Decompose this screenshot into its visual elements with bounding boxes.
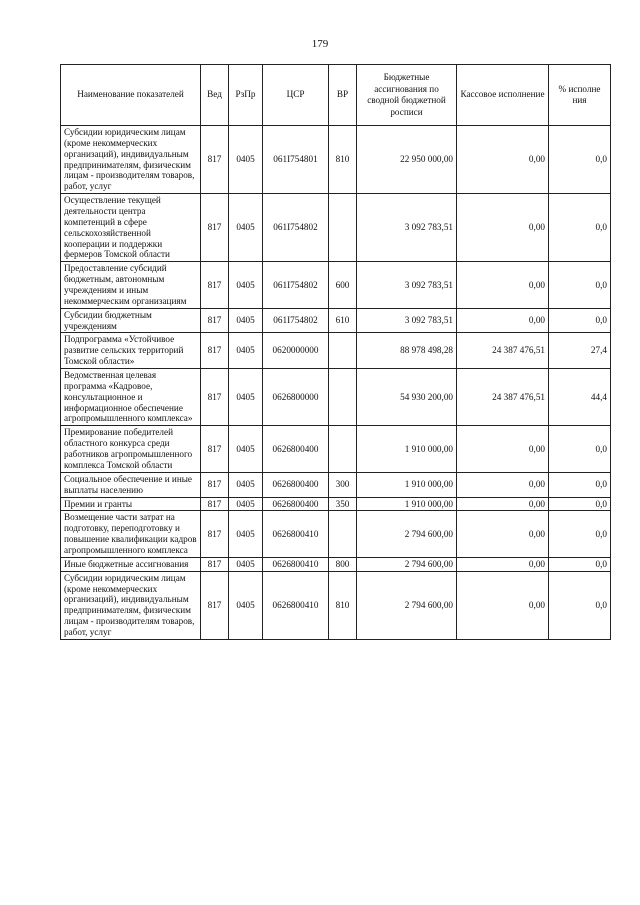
cell-cash: 0,00 [457,262,549,308]
cell-csr: 0626800410 [263,571,329,639]
table-row [61,497,611,511]
cell-budget: 3 092 783,51 [357,308,457,333]
cell-csr: 0626800410 [263,511,329,557]
cell-vr: 810 [329,126,357,194]
cell-vr [329,369,357,426]
cell-ved: 817 [201,426,229,472]
cell-cash: 0,00 [457,426,549,472]
cell-pct: 0,0 [549,497,611,511]
cell-rzpr: 0405 [229,472,263,497]
cell-name: Премирование победителей областного конкурса среди работников агропромышленного комплекса Томской области [61,426,201,472]
cell-budget: 1 910 000,00 [357,426,457,472]
cell-cash: 0,00 [457,497,549,511]
cell-csr: 061I754802 [263,308,329,333]
cell-csr: 061I754802 [263,194,329,262]
table-row [61,511,611,557]
cell-vr: 350 [329,497,357,511]
cell-vr [329,511,357,557]
cell-rzpr: 0405 [229,369,263,426]
cell-cash: 0,00 [457,126,549,194]
cell-rzpr: 0405 [229,308,263,333]
cell-ved: 817 [201,571,229,639]
cell-vr: 810 [329,571,357,639]
cell-ved: 817 [201,308,229,333]
cell-pct: 0,0 [549,571,611,639]
table-row [61,333,611,369]
page-number: 179 [311,38,329,50]
table-row [61,557,611,571]
cell-name: Премии и гранты [61,497,201,511]
cell-csr: 061I754802 [263,262,329,308]
table-row [61,262,611,308]
cell-rzpr: 0405 [229,497,263,511]
cell-pct: 0,0 [549,426,611,472]
cell-ved: 817 [201,511,229,557]
cell-rzpr: 0405 [229,511,263,557]
table-row [61,426,611,472]
cell-cash: 24 387 476,51 [457,369,549,426]
cell-rzpr: 0405 [229,571,263,639]
cell-pct: 0,0 [549,194,611,262]
cell-budget: 1 910 000,00 [357,497,457,511]
cell-name: Подпрограмма «Устойчивое развитие сельских территорий Томской области» [61,333,201,369]
cell-vr: 300 [329,472,357,497]
table-row [61,194,611,262]
cell-ved: 817 [201,333,229,369]
cell-ved: 817 [201,472,229,497]
cell-csr: 0626800400 [263,426,329,472]
cell-cash: 0,00 [457,194,549,262]
cell-cash: 0,00 [457,511,549,557]
cell-ved: 817 [201,262,229,308]
table-row [61,126,611,194]
cell-rzpr: 0405 [229,557,263,571]
cell-name: Предоставление субсидий бюджетным, автономным учреждениям и иным некоммерческим организациям [61,262,201,308]
cell-budget: 54 930 200,00 [357,369,457,426]
cell-ved: 817 [201,369,229,426]
cell-cash: 0,00 [457,571,549,639]
cell-rzpr: 0405 [229,126,263,194]
cell-budget: 2 794 600,00 [357,511,457,557]
cell-csr: 0626800400 [263,497,329,511]
header-name: Наименование показателей [61,65,201,126]
cell-vr: 800 [329,557,357,571]
cell-vr: 610 [329,308,357,333]
cell-budget: 2 794 600,00 [357,557,457,571]
budget-table [60,64,611,640]
cell-cash: 0,00 [457,308,549,333]
cell-name: Возмещение части затрат на подготовку, переподготовку и повышение квалификации кадров агропромышленного комплекса [61,511,201,557]
cell-ved: 817 [201,126,229,194]
cell-name: Субсидии бюджетным учреждениям [61,308,201,333]
cell-ved: 817 [201,557,229,571]
cell-pct: 0,0 [549,126,611,194]
header-csr: ЦСР [263,65,329,126]
header-pct: % исполне ния [549,65,611,126]
cell-name: Осуществление текущей деятельности центра компетенций в сфере сельскохозяйственной кооперации и поддержки фермеров Томской области [61,194,201,262]
cell-vr: 600 [329,262,357,308]
cell-csr: 0626800410 [263,557,329,571]
cell-budget: 3 092 783,51 [357,262,457,308]
cell-pct: 0,0 [549,308,611,333]
cell-cash: 0,00 [457,557,549,571]
table-row [61,571,611,639]
cell-name: Социальное обеспечение и иные выплаты населению [61,472,201,497]
cell-ved: 817 [201,194,229,262]
cell-csr: 0620000000 [263,333,329,369]
cell-pct: 0,0 [549,472,611,497]
cell-csr: 0626800000 [263,369,329,426]
header-vr: ВР [329,65,357,126]
cell-rzpr: 0405 [229,426,263,472]
cell-rzpr: 0405 [229,262,263,308]
table-row [61,472,611,497]
header-row [61,65,611,126]
header-cash: Кассовое исполнение [457,65,549,126]
table-body [61,126,611,640]
cell-pct: 27,4 [549,333,611,369]
cell-rzpr: 0405 [229,194,263,262]
table-row [61,369,611,426]
cell-budget: 88 978 498,28 [357,333,457,369]
cell-pct: 0,0 [549,557,611,571]
cell-name: Ведомственная целевая программа «Кадровое, консультационное и информационное обеспечение агропромышленного комплекса» [61,369,201,426]
cell-budget: 3 092 783,51 [357,194,457,262]
cell-ved: 817 [201,497,229,511]
cell-csr: 0626800400 [263,472,329,497]
cell-pct: 44,4 [549,369,611,426]
table-row [61,308,611,333]
cell-cash: 24 387 476,51 [457,333,549,369]
header-rzpr: РзПр [229,65,263,126]
cell-budget: 1 910 000,00 [357,472,457,497]
cell-vr [329,333,357,369]
cell-name: Субсидии юридическим лицам (кроме некоммерческих организаций), индивидуальным предпринимателям, физическим лицам - производителям товаров, работ, услуг [61,571,201,639]
header-ved: Вед [201,65,229,126]
cell-cash: 0,00 [457,472,549,497]
header-budget: Бюджетные ассигнования по сводной бюджетной росписи [357,65,457,126]
cell-vr [329,426,357,472]
cell-budget: 22 950 000,00 [357,126,457,194]
cell-pct: 0,0 [549,262,611,308]
cell-rzpr: 0405 [229,333,263,369]
cell-vr [329,194,357,262]
cell-budget: 2 794 600,00 [357,571,457,639]
cell-name: Иные бюджетные ассигнования [61,557,201,571]
cell-name: Субсидии юридическим лицам (кроме некоммерческих организаций), индивидуальным предпринимателям, физическим лицам - производителям товаров, работ, услуг [61,126,201,194]
cell-csr: 061I754801 [263,126,329,194]
cell-pct: 0,0 [549,511,611,557]
